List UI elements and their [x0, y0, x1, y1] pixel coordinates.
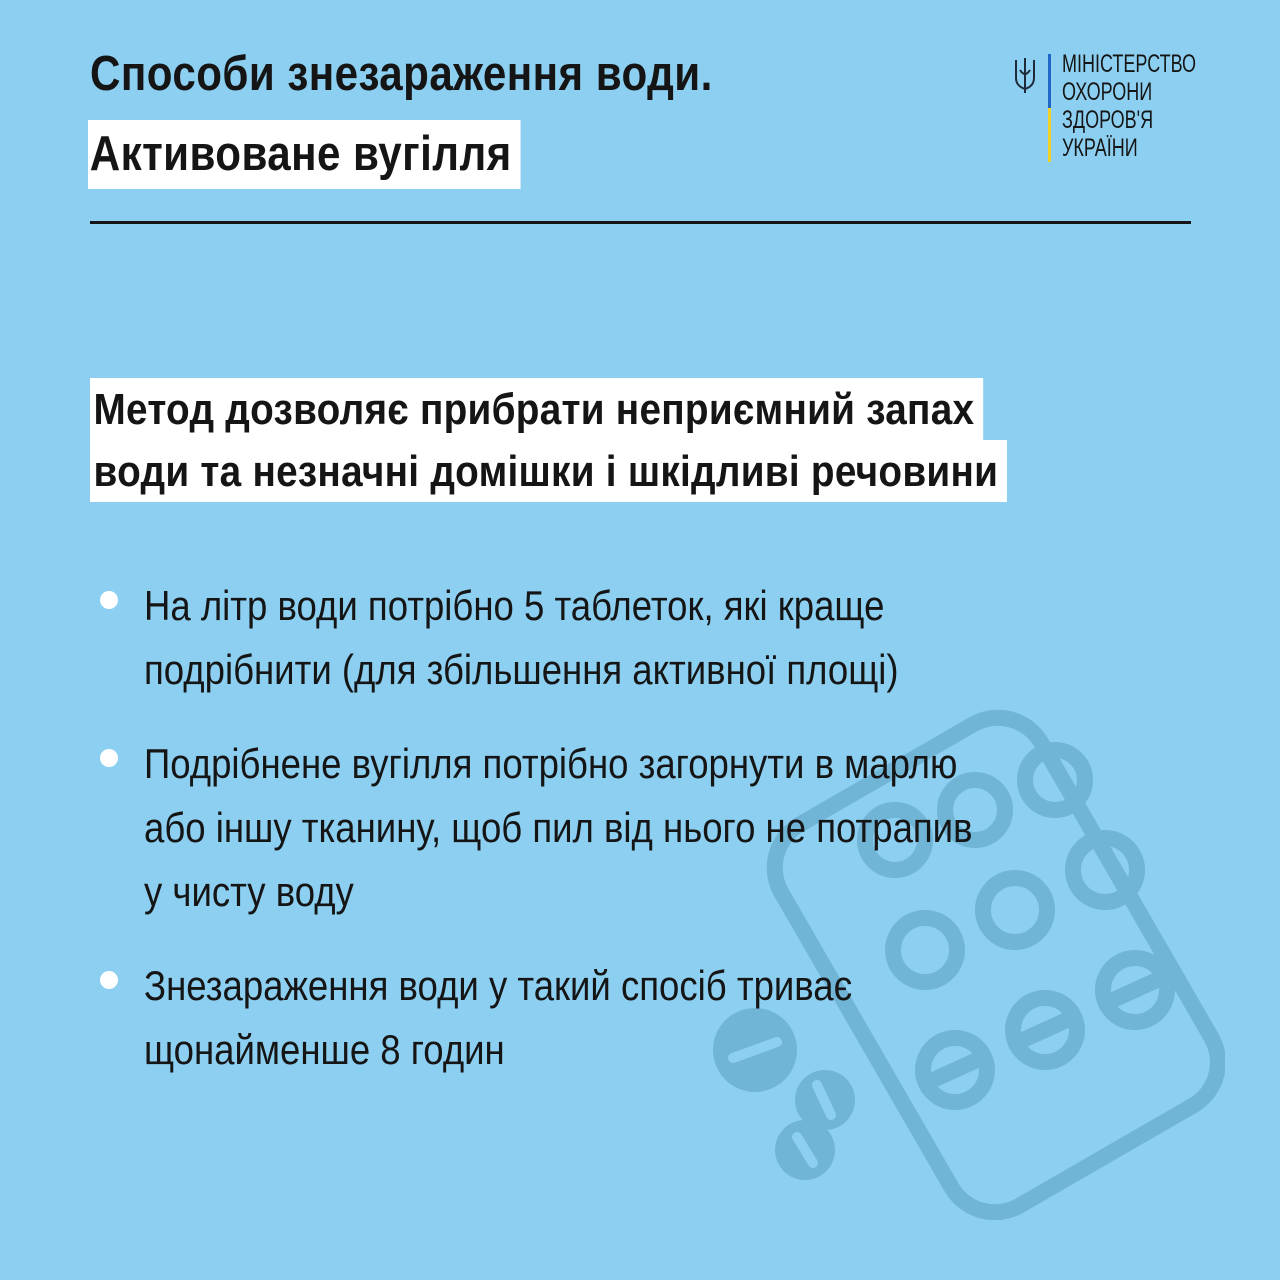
logo-line: ОХОРОНИ: [1062, 78, 1153, 106]
list-item: [100, 574, 1180, 702]
list-item-line: у чисту воду: [144, 868, 354, 915]
list-item-line: Знезараження води у такий спосіб триває: [144, 962, 853, 1009]
page-title-line-2: Активоване вугілля: [88, 120, 520, 189]
list-item-text: [144, 732, 1045, 924]
list-item-line: подрібнити (для збільшення активної площі): [144, 646, 899, 693]
list-item-text: [144, 954, 1045, 1082]
bullet-dot: [100, 749, 118, 767]
title-divider: [90, 221, 1191, 224]
list-item-text: [144, 574, 1045, 702]
logo-yellow-bar: [1048, 108, 1051, 162]
list-item-line: Подрібнене вугілля потрібно загорнути в марлю: [144, 740, 958, 787]
logo-text: [1062, 50, 1196, 162]
info-list: [100, 574, 1180, 1112]
list-item-line: або іншу тканину, щоб пил від нього не потрапив: [144, 804, 973, 851]
lead-line: води та незначні домішки і шкідливі речовини: [90, 440, 1007, 502]
logo-line: УКРАЇНИ: [1062, 134, 1138, 162]
lead-line: Метод дозволяє прибрати неприємний запах: [90, 378, 983, 440]
logo-line: МІНІСТЕРСТВО: [1062, 50, 1197, 78]
ministry-logo: [1012, 50, 1197, 165]
lead-statement: [90, 378, 1132, 502]
logo-line: ЗДОРОВ'Я: [1062, 106, 1154, 134]
list-item-line: щонайменше 8 годин: [144, 1026, 505, 1073]
bullet-dot: [100, 971, 118, 989]
logo-blue-bar: [1048, 54, 1051, 108]
list-item: [100, 732, 1180, 924]
trident-icon: [1012, 56, 1038, 94]
list-item-line: На літр води потрібно 5 таблеток, які краще: [144, 582, 885, 629]
bullet-dot: [100, 591, 118, 609]
list-item: [100, 954, 1180, 1082]
page-title-line-1: Способи знезараження води.: [90, 47, 713, 101]
